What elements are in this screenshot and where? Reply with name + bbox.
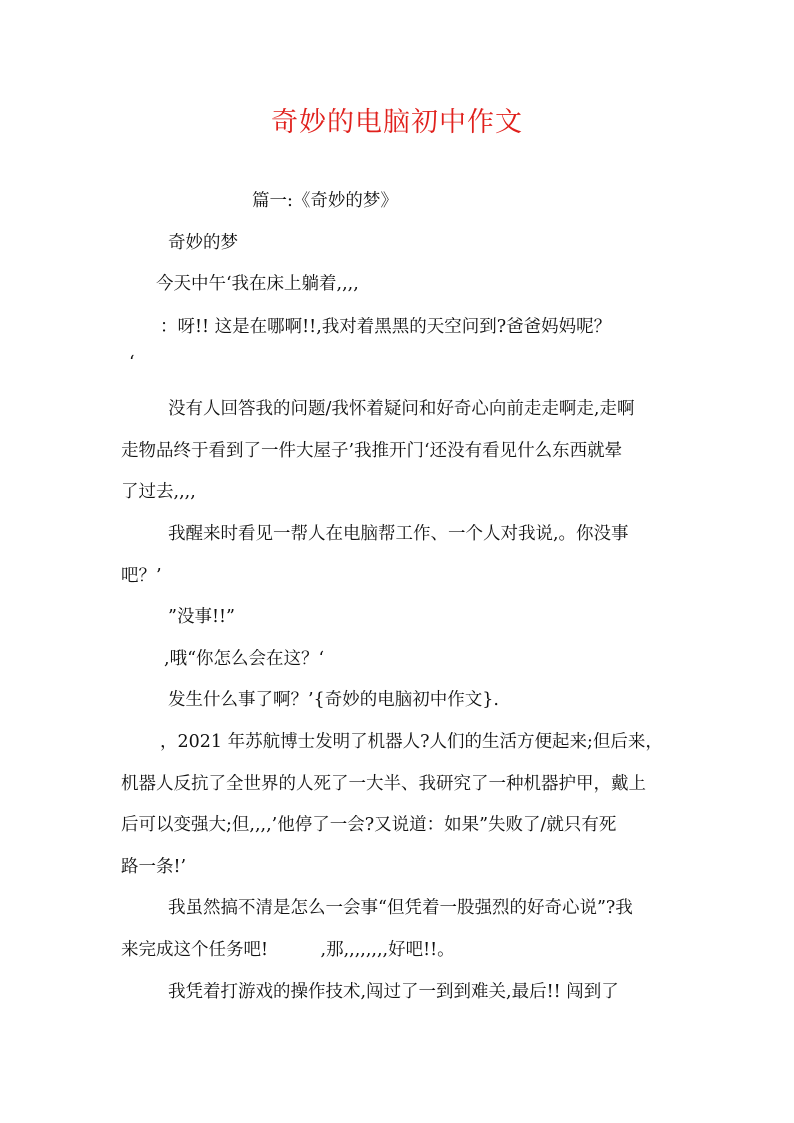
document-title: 奇妙的电脑初中作文 bbox=[271, 107, 523, 138]
paragraph-line: 来完成这个任务吧! ,那,,,,,,,,好吧!!。 bbox=[121, 940, 455, 960]
paragraph-line: 奇妙的梦 bbox=[168, 233, 238, 253]
paragraph-line: 后可以变强大;但,,,,’他停了一会?又说道：如果”失败了/就只有死 bbox=[121, 815, 617, 835]
paragraph-line: ，2021 年苏航博士发明了机器人?人们的生活方便起来;但后来， bbox=[160, 732, 663, 752]
paragraph-line: 我虽然搞不清是怎么一会事“但凭着一股强烈的好奇心说”?我 bbox=[168, 898, 633, 918]
paragraph-line: 走物品终于看到了一件大屋子’我推开门‘还没有看见什么东西就晕 bbox=[121, 441, 623, 461]
paragraph-line: ”没事!!” bbox=[168, 607, 235, 627]
paragraph-line: 了过去,,,, bbox=[121, 482, 196, 502]
paragraph-line: 我凭着打游戏的操作技术,闯过了一到到难关,最后!! 闯到了 bbox=[168, 982, 619, 1002]
paragraph-line: 没有人回答我的问题/我怀着疑问和好奇心向前走走啊走,走啊 bbox=[168, 399, 635, 419]
paragraph-line: 今天中午‘我在床上躺着,,,, bbox=[156, 274, 359, 294]
paragraph-line: 路一条!’ bbox=[121, 857, 187, 877]
paragraph-line: 吧？’ bbox=[121, 566, 162, 586]
paragraph-line: ,哦“你怎么会在这？‘ bbox=[164, 649, 325, 669]
section-heading: 篇一:《奇妙的梦》 bbox=[252, 191, 398, 211]
paragraph-line: ‘ bbox=[129, 353, 135, 373]
paragraph-line: 机器人反抗了全世界的人死了一大半、我研究了一种机器护甲，戴上 bbox=[121, 774, 646, 794]
paragraph-line: 我醒来时看见一帮人在电脑帮工作、一个人对我说,。你没事 bbox=[168, 524, 629, 544]
paragraph-line: 发生什么事了啊？’{奇妙的电脑初中作文}. bbox=[168, 690, 499, 710]
paragraph-line: ：呀!! 这是在哪啊!!,我对着黑黑的天空问到?爸爸妈妈呢？ bbox=[160, 317, 612, 337]
